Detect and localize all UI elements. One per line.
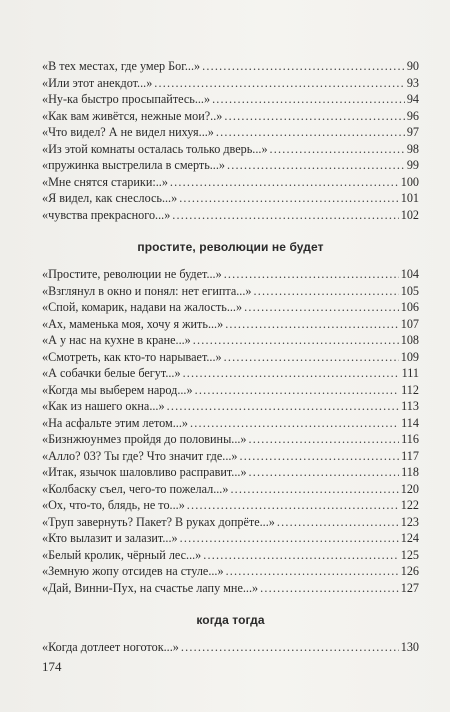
entry-page-number: 101 [400,191,419,205]
entry-title: «Бизнжюунмез пройдя до половины...» [42,432,247,446]
entry-title: «Или этот анекдот...» [42,75,153,90]
dot-leader [224,266,399,283]
dot-leader [167,398,400,415]
page-number: 174 [42,659,62,674]
entry-title: «Я видел, как снеслось...» [42,191,178,205]
entry-page-number: 98 [406,141,419,156]
toc-entry [42,332,419,349]
entry-page-number: 106 [400,300,419,314]
toc-entry [42,75,419,92]
entry-page-number: 102 [400,207,419,222]
section-title: когда тогда [196,613,265,627]
toc-entry [42,431,419,448]
toc-entry [42,283,419,300]
entry-page-number: 116 [401,432,419,446]
entry-page-number: 120 [400,481,419,496]
toc-entry [42,547,419,564]
toc-entry [42,382,419,399]
entry-title: «Как вам живётся, нежные мои?..» [42,108,223,123]
entry-page-number: 97 [406,125,419,139]
entry-title: «Когда мы выберем народ...» [42,382,193,397]
entry-title: «чувства прекрасного...» [42,207,171,222]
entry-title: «Итак, язычок шаловливо расправит...» [42,465,247,479]
dot-leader [183,365,400,382]
entry-page-number: 130 [400,640,419,654]
entry-page-number: 109 [400,349,419,364]
toc-entry [42,174,419,191]
toc-entry [42,530,419,547]
toc-entry [42,207,419,224]
entry-title: «Мне снятся старики:..» [42,174,168,189]
toc-entry [42,481,419,498]
toc-entry [42,563,419,580]
entry-page-number: 90 [406,59,419,73]
entry-page-number: 118 [401,465,419,479]
dot-leader [260,580,399,597]
toc-entry [42,190,419,207]
dot-leader [203,547,398,564]
entry-page-number: 104 [400,267,419,281]
entry-title: «Кто вылазит и залазит...» [42,531,178,545]
entry-title: «Дай, Винни-Пух, на счастье лапу мне...» [42,580,259,595]
entry-page-number: 127 [400,580,419,595]
toc-entry [42,124,419,141]
toc-entry [42,266,419,283]
entry-title: «Труп завернуть? Пакет? В руках допрёте...» [42,514,275,529]
entry-title: «Ох, что-то, блядь, не то...» [42,498,185,512]
toc-entry [42,108,419,125]
entry-title: «В тех местах, где умер Бог...» [42,59,201,73]
dot-leader [172,207,398,224]
entry-page-number: 96 [406,108,419,123]
dot-leader [187,497,399,514]
dot-leader [190,415,399,432]
dot-leader [224,349,399,366]
entry-page-number: 100 [400,174,419,189]
table-of-contents [42,58,419,656]
dot-leader [154,75,405,92]
dot-leader [270,141,405,158]
entry-title: «Из этой комнаты осталась только дверь...» [42,141,268,156]
toc-entry [42,639,419,656]
entry-page-number: 114 [401,415,419,430]
toc-entry [42,299,419,316]
toc-entry [42,58,419,75]
entry-title: «Колбаску съел, чего-то пожелал...» [42,481,229,496]
section-title: простите, революции не будет [137,240,324,254]
dot-leader [277,514,399,531]
entry-page-number: 125 [400,547,419,562]
toc-entry [42,91,419,108]
entry-title: «Белый кролик, чёрный лес...» [42,547,202,562]
entry-title: «пружинка выстрелила в смерть...» [42,158,225,172]
toc-entry [42,497,419,514]
entry-title: «Как из нашего окна...» [42,399,165,413]
toc-entry [42,141,419,158]
entry-page-number: 111 [401,366,419,380]
entry-page-number: 93 [406,75,419,90]
entry-page-number: 107 [400,316,419,331]
entry-page-number: 99 [406,158,419,172]
dot-leader [225,316,399,333]
entry-page-number: 112 [401,382,419,397]
dot-leader [181,639,399,656]
toc-entry [42,157,419,174]
entry-page-number: 126 [400,564,419,578]
dot-leader [179,190,399,207]
dot-leader [226,563,399,580]
entry-title: «На асфальте этим летом...» [42,415,188,430]
entry-title: «Спой, комарик, надави на жалость...» [42,300,243,314]
entry-page-number: 113 [401,399,419,413]
entry-page-number: 94 [406,92,419,106]
entry-title: «А собачки белые бегут...» [42,366,181,380]
dot-leader [224,108,404,125]
entry-page-number: 108 [400,333,419,347]
entry-page-number: 124 [400,531,419,545]
dot-leader [216,124,405,141]
entry-page-number: 122 [400,498,419,512]
entry-title: «Смотреть, как кто-то нарывает...» [42,349,222,364]
dot-leader [193,332,399,349]
dot-leader [227,157,405,174]
toc-entry [42,349,419,366]
dot-leader [180,530,399,547]
entry-title: «Что видел? А не видел нихуя...» [42,125,214,139]
dot-leader [170,174,399,191]
entry-page-number: 123 [400,514,419,529]
toc-entry [42,415,419,432]
dot-leader [244,299,399,316]
entry-page-number: 117 [401,448,419,463]
entry-title: «Ах, маменька моя, хочу я жить...» [42,316,224,331]
toc-entry [42,448,419,465]
toc-entry [42,398,419,415]
dot-leader [249,431,400,448]
entry-page-number: 105 [400,283,419,298]
entry-title: «Взглянул в окно и понял: нет египта...» [42,283,252,298]
entry-title: «Алло? 03? Ты где? Что значит где...» [42,448,238,463]
dot-leader [212,91,405,108]
toc-entry [42,365,419,382]
toc-entry [42,464,419,481]
toc-entry [42,316,419,333]
dot-leader [249,464,400,481]
toc-entry [42,580,419,597]
dot-leader [254,283,399,300]
dot-leader [195,382,400,399]
dot-leader [202,58,405,75]
entry-title: «Земную жопу отсидев на стуле...» [42,564,224,578]
entry-title: «Ну-ка быстро просыпайтесь...» [42,92,211,106]
dot-leader [230,481,398,498]
dot-leader [240,448,400,465]
entry-title: «А у нас на кухне в кране...» [42,333,191,347]
entry-title: «Простите, революции не будет...» [42,267,222,281]
toc-entry [42,514,419,531]
entry-title: «Когда дотлеет ноготок...» [42,640,179,654]
